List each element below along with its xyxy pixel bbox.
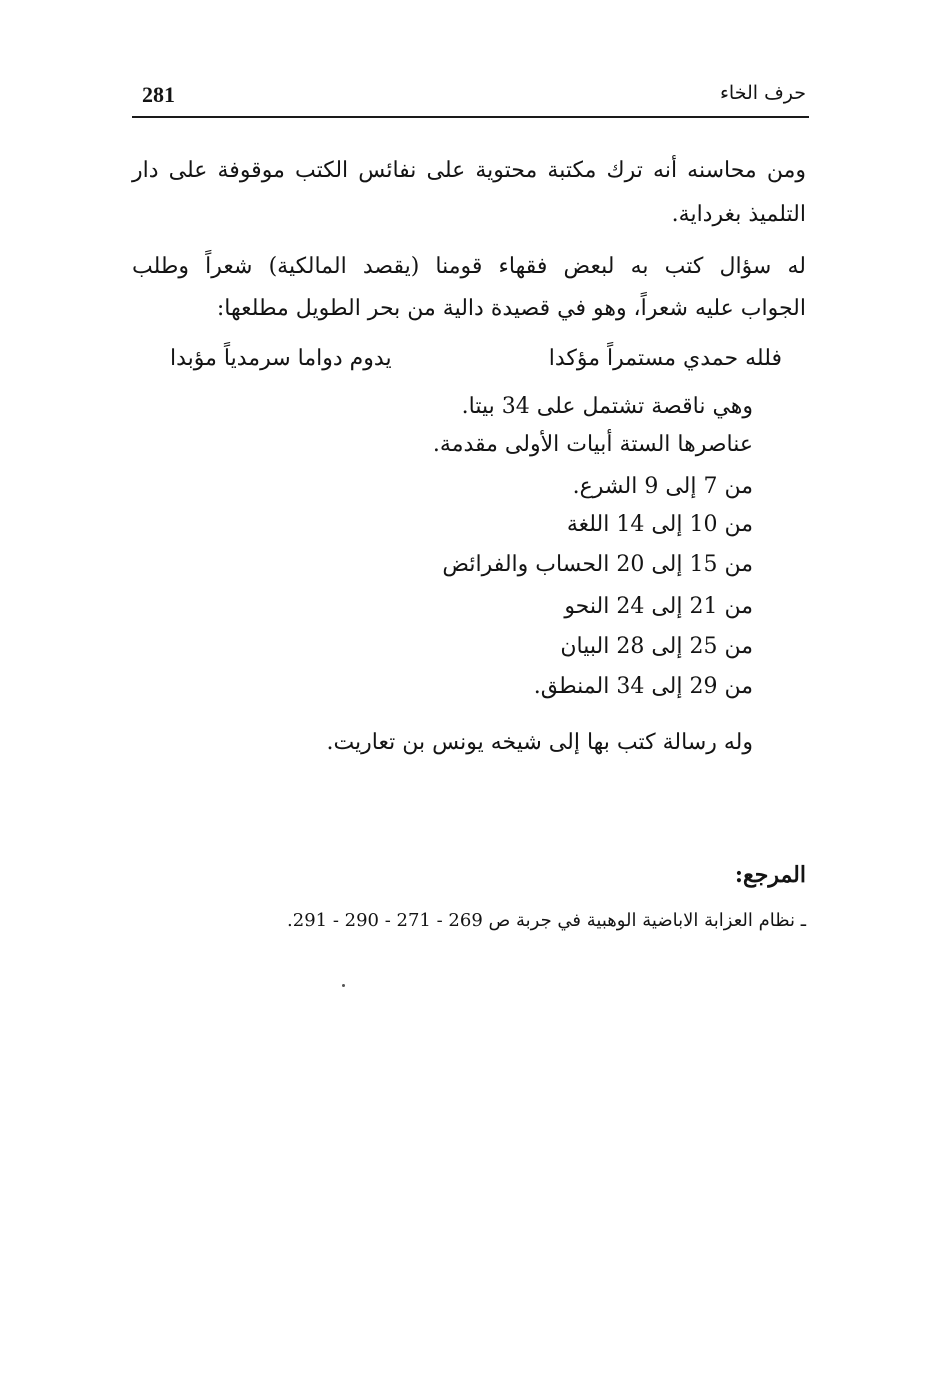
list-line: وهي ناقصة تشتمل على 34 بيتا. [461, 394, 753, 419]
header-rule [132, 116, 809, 118]
reference-item: ـ نظام العزابة الاباضية الوهبية في جربة ص 269 - 271 - 290 - 291. [287, 910, 806, 931]
list-line: من 15 إلى 20 الحساب والفرائض [442, 552, 753, 577]
list-line: من 10 إلى 14 اللغة [566, 512, 753, 537]
verse-first-hemistich: فلله حمدي مستمراً مؤكدا [548, 346, 782, 371]
list-line: من 7 إلى 9 الشرع. [572, 474, 753, 499]
verse-second-hemistich: يدوم دواما سرمدياً مؤبدا [170, 346, 392, 371]
paragraph-2-line-1: له سؤال كتب به لبعض فقهاء قومنا (يقصد المالكية) شعراً وطلب [132, 254, 806, 279]
stray-dot [342, 984, 345, 987]
list-line: من 21 إلى 24 النحو [564, 594, 753, 619]
paragraph-1-line-1: ومن محاسنه أنه ترك مكتبة محتوية على نفائس الكتب موقوفة على دار [132, 158, 806, 183]
list-line: من 29 إلى 34 المنطق. [533, 674, 753, 699]
page-number: 281 [142, 82, 175, 107]
paragraph-1-line-2: التلميذ بغرداية. [671, 202, 806, 227]
list-line: عناصرها الستة أبيات الأولى مقدمة. [432, 432, 753, 457]
list-line: من 25 إلى 28 البيان [560, 634, 753, 659]
closing-line: وله رسالة كتب بها إلى شيخه يونس بن تعاريت. [326, 730, 753, 755]
paragraph-2-line-2: الجواب عليه شعراً، وهو في قصيدة دالية من بحر الطويل مطلعها: [216, 296, 806, 321]
running-head: حرف الخاء [719, 82, 806, 104]
reference-heading: المرجع: [734, 862, 806, 888]
